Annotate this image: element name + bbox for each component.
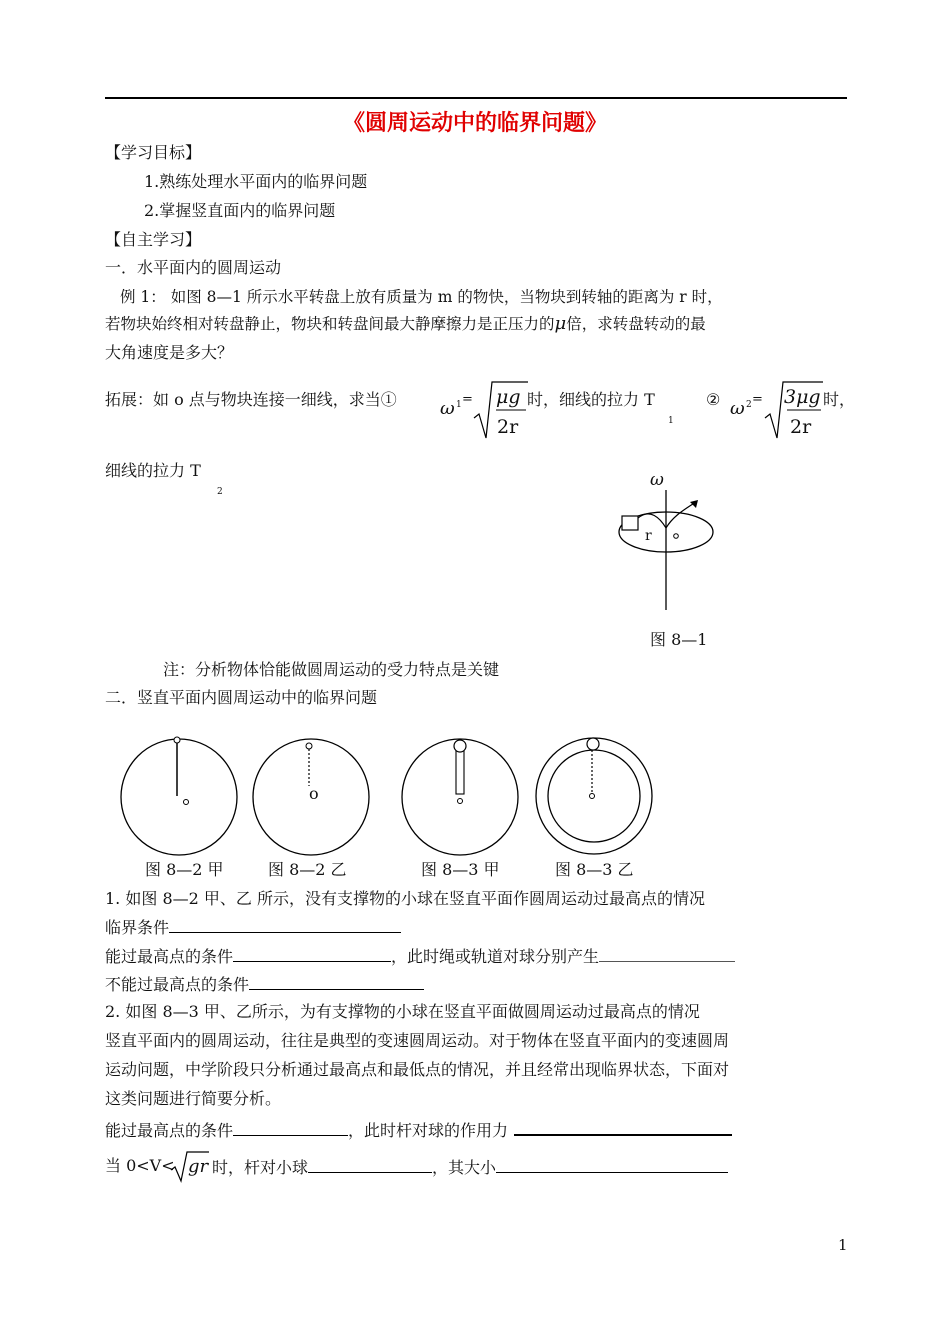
note: 注：分析物体恰能做圆周运动的受力特点是关键 (163, 660, 500, 679)
q2-can-pass-blank[interactable] (233, 1119, 348, 1136)
omega-2-subscript: 2 (746, 400, 752, 410)
q2-rod-force-blank[interactable] (514, 1118, 732, 1136)
tension-1-subscript: 1 (668, 416, 674, 426)
q1-can-pass-row (105, 945, 735, 967)
tension-2-subscript: 2 (217, 487, 223, 497)
caption-8-3-b: 图 8—3 乙 (555, 860, 634, 879)
fraction-2-numerator: 3μg (784, 386, 821, 408)
q2-when-row (212, 1156, 728, 1178)
page-number: 1 (838, 1236, 848, 1254)
sqrt-gr-text: gr (188, 1156, 209, 1177)
q2-can-pass-row (105, 1118, 732, 1141)
q2-rod-action-blank[interactable] (308, 1156, 432, 1173)
q1-critical-blank[interactable] (169, 916, 401, 933)
q2-when-b: 时，杆对小球 (212, 1158, 309, 1177)
section2-title: 二．竖直平面内圆周运动中的临界问题 (105, 688, 378, 707)
q1-cannot-pass-row (105, 973, 424, 995)
section1-title: 一．水平面内的圆周运动 (105, 258, 282, 277)
example-line-2a: 若物块始终相对转盘静止，物块和转盘间最大静摩擦力是正压力的 (105, 315, 555, 333)
objective-item-2: 2.掌握竖直面内的临界问题 (144, 201, 336, 220)
q2-can-pass-mid: ，此时杆对球的作用力 (348, 1121, 509, 1140)
q2-when-a: 当 0<V< (105, 1156, 175, 1175)
caption-8-2-b: 图 8—2 乙 (268, 860, 347, 879)
extension-text-a: 拓展：如 o 点与物块连接一细线，求当① (105, 390, 397, 409)
example-line-2 (105, 314, 706, 334)
page-title: 《圆周运动中的临界问题》 (342, 110, 607, 136)
figure-8-3-b (534, 736, 658, 860)
omega-1: ω (440, 398, 455, 419)
circled-two: ② (706, 390, 721, 409)
fig81-omega-label: ω (650, 470, 664, 490)
q2-magnitude-blank[interactable] (496, 1156, 728, 1173)
q1-critical-row (105, 916, 401, 938)
self-study-heading: 【自主学习】 (105, 230, 202, 249)
q2-para-1: 竖直平面内的圆周运动，往往是典型的变速圆周运动。对于物体在竖直平面内的变速圆周 (105, 1031, 730, 1050)
q1-force-blank[interactable] (599, 945, 735, 962)
figure-8-1 (610, 470, 720, 615)
example-line-1: 例 1： 如图 8—1 所示水平转盘上放有质量为 m 的物快，当物块到转轴的距离为 r 时， (120, 288, 723, 306)
objectives-heading: 【学习目标】 (105, 143, 202, 162)
header-rule (105, 97, 847, 99)
q2-line-1: 2. 如图 8—3 甲、乙所示，为有支撑物的小球在竖直平面做圆周运动过最高点的情况 (105, 1002, 700, 1021)
fig81-caption: 图 8—1 (650, 630, 708, 649)
fraction-1-denominator: 2r (497, 416, 519, 438)
q1-line-1: 1. 如图 8—2 甲、乙 所示，没有支撑物的小球在竖直平面作圆周运动过最高点的情况 (105, 889, 705, 908)
q1-can-pass-mid: ，此时绳或轨道对球分别产生 (391, 947, 600, 966)
omega-1-subscript: 1 (456, 400, 462, 410)
extension-text-b: 时，细线的拉力 T (527, 390, 655, 409)
example-line-3: 大角速度是多大？ (105, 343, 234, 362)
figure-8-3-a (400, 736, 522, 858)
caption-8-3-a: 图 8—3 甲 (421, 860, 500, 879)
fig81-r-label: r (645, 528, 652, 544)
objective-item-1: 1.熟练处理水平面内的临界问题 (144, 172, 368, 191)
mu-symbol: μ (554, 313, 567, 334)
extension-text-c: 时， (823, 390, 856, 409)
q1-can-pass-blank[interactable] (233, 945, 391, 962)
q1-can-pass-label: 能过最高点的条件 (105, 947, 234, 966)
q1-cannot-pass-label: 不能过最高点的条件 (105, 975, 250, 994)
figure-8-2-a (118, 736, 240, 858)
equals-1: = (462, 392, 473, 407)
caption-8-2-a: 图 8—2 甲 (145, 860, 224, 879)
q2-para-2: 运动问题，中学阶段只分析通过最高点和最低点的情况，并且经常出现临界状态，下面对 (105, 1060, 730, 1079)
q2-para-3: 这类问题进行简要分析。 (105, 1089, 282, 1108)
example-line-2b: 倍，求转盘转动的最 (566, 315, 706, 333)
extension-text-d: 细线的拉力 T (105, 461, 201, 480)
q1-cannot-pass-blank[interactable] (249, 973, 424, 990)
equals-2: = (752, 392, 763, 407)
fraction-1-numerator: μg (496, 386, 521, 408)
q1-critical-label: 临界条件 (105, 918, 170, 937)
fraction-2-denominator: 2r (790, 416, 812, 438)
q2-when-c: ，其大小 (432, 1158, 497, 1177)
fig82b-o-label: o (309, 784, 319, 803)
omega-2: ω (730, 398, 745, 419)
q2-can-pass-label: 能过最高点的条件 (105, 1121, 234, 1140)
